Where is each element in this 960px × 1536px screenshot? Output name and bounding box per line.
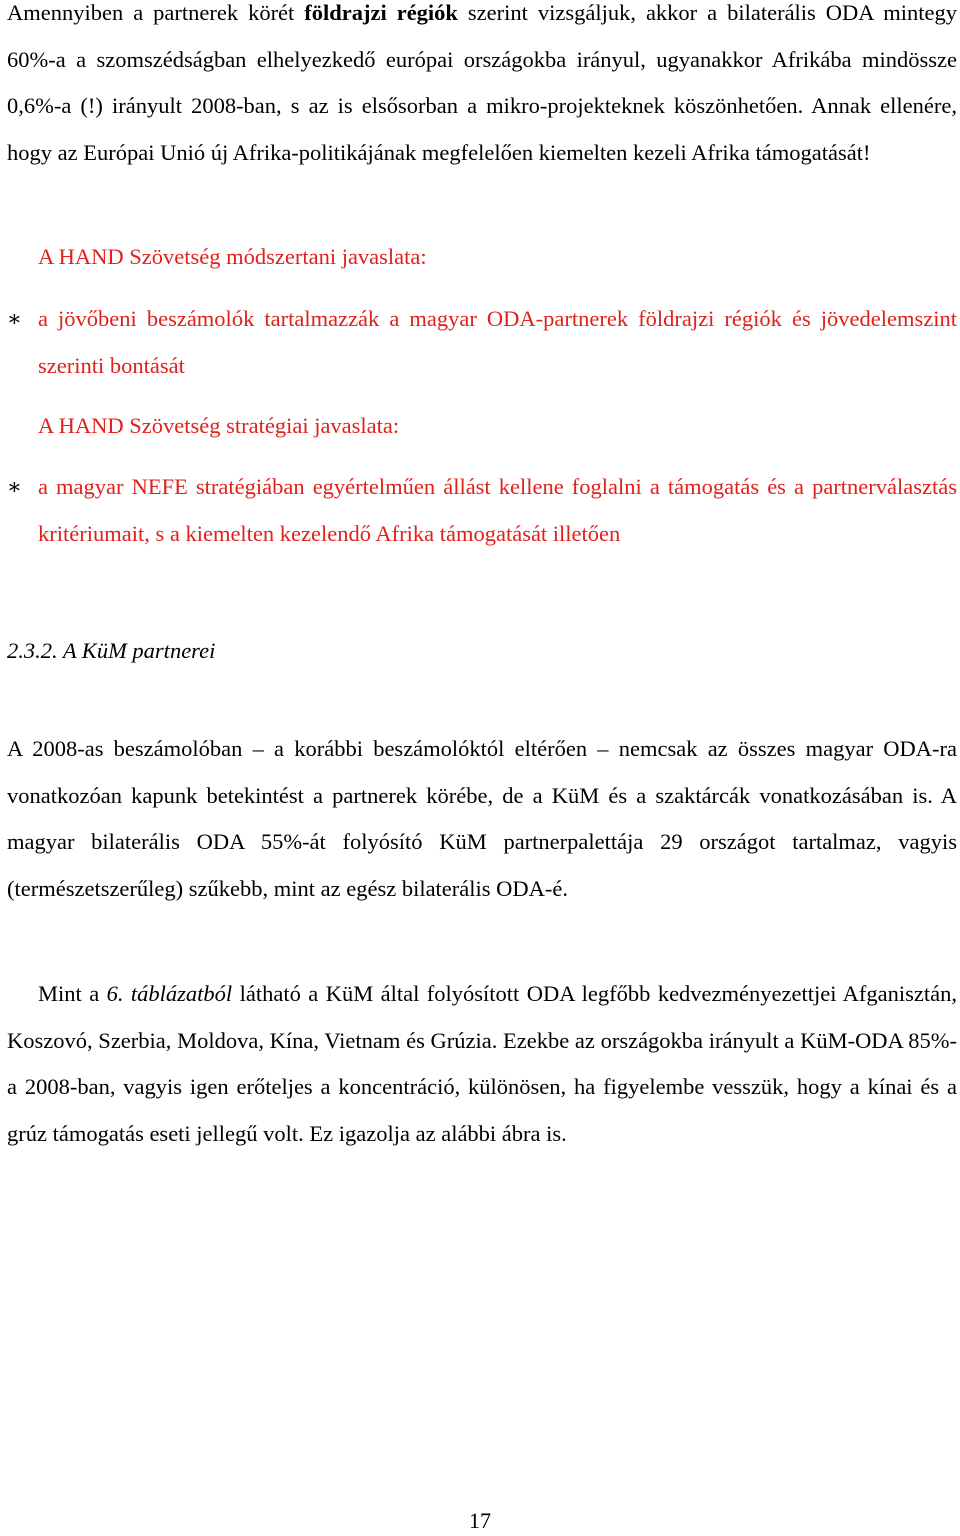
strategy-heading: A HAND Szövetség stratégiai javaslata:	[38, 413, 400, 438]
intro-text-rest: szerint vizsgáljuk, akkor a bilaterális ODA mintegy 60%-a a szomszédságban elhelyezkedő európai országokba irányul, ugyanakkor Afrikába mindössze 0,6%-a (!) irányult 2008-ban, s az is elsősorban a mikro-projekteknek köszönhetően. Annak ellenére, hogy az Európai Unió új Afrika-politikájának megfelelően kiemelten kezeli Afrika támogatását!	[7, 0, 957, 165]
body-paragraph-beneficiaries	[7, 971, 957, 1157]
beneficiaries-text-start: Mint a	[38, 981, 107, 1006]
asterisk-bullet-icon: ∗	[7, 306, 22, 331]
page-number: 17	[469, 1508, 491, 1533]
intro-bold-term: földrajzi régiók	[304, 0, 458, 25]
section-heading: 2.3.2. A KüM partnerei	[7, 638, 216, 663]
beneficiaries-text-rest: látható a KüM által folyósított ODA legfőbb kedvezményezettjei Afganisztán, Koszovó, Szerbia, Moldova, Kína, Vietnam és Grúzia. Ezekbe az országokba irányult a KüM-ODA 85%-a 2008-ban, vagyis igen erőteljes a koncentráció, különösen, ha figyelembe vesszük, hogy a kínai és a grúz támogatás eseti jellegű volt. Ez igazolja az alábbi ábra is.	[7, 981, 957, 1146]
table-reference-link: táblázatból	[130, 981, 233, 1006]
methodology-item-text: a jövőbeni beszámolók tartalmazzák a magyar ODA-partnerek földrajzi régiók és jövedelemszint szerinti bontását	[38, 306, 957, 378]
methodology-heading: A HAND Szövetség módszertani javaslata:	[38, 244, 427, 269]
intro-paragraph	[7, 0, 957, 176]
intro-text-start: Amennyiben a partnerek körét	[7, 0, 305, 25]
body-paragraph-kum: A 2008-as beszámolóban – a korábbi beszámolóktól eltérően – nemcsak az összes magyar ODA-ra vonatkozóan kapunk betekintést a partnerek körébe, de a KüM és a szaktárcák vonatkozásában is. A magyar bilaterális ODA 55%-át folyósító KüM partnerpalettája 29 országot tartalmaz, vagyis (természetszerűleg) szűkebb, mint az egész bilaterális ODA-é.	[7, 736, 957, 901]
asterisk-bullet-icon: ∗	[7, 474, 22, 499]
table-reference-number: 6.	[106, 981, 131, 1006]
strategy-item-text: a magyar NEFE stratégiában egyértelműen állást kellene foglalni a támogatás és a partnerválasztás kritériumait, s a kiemelten kezelendő Afrika támogatását illetően	[38, 474, 957, 546]
